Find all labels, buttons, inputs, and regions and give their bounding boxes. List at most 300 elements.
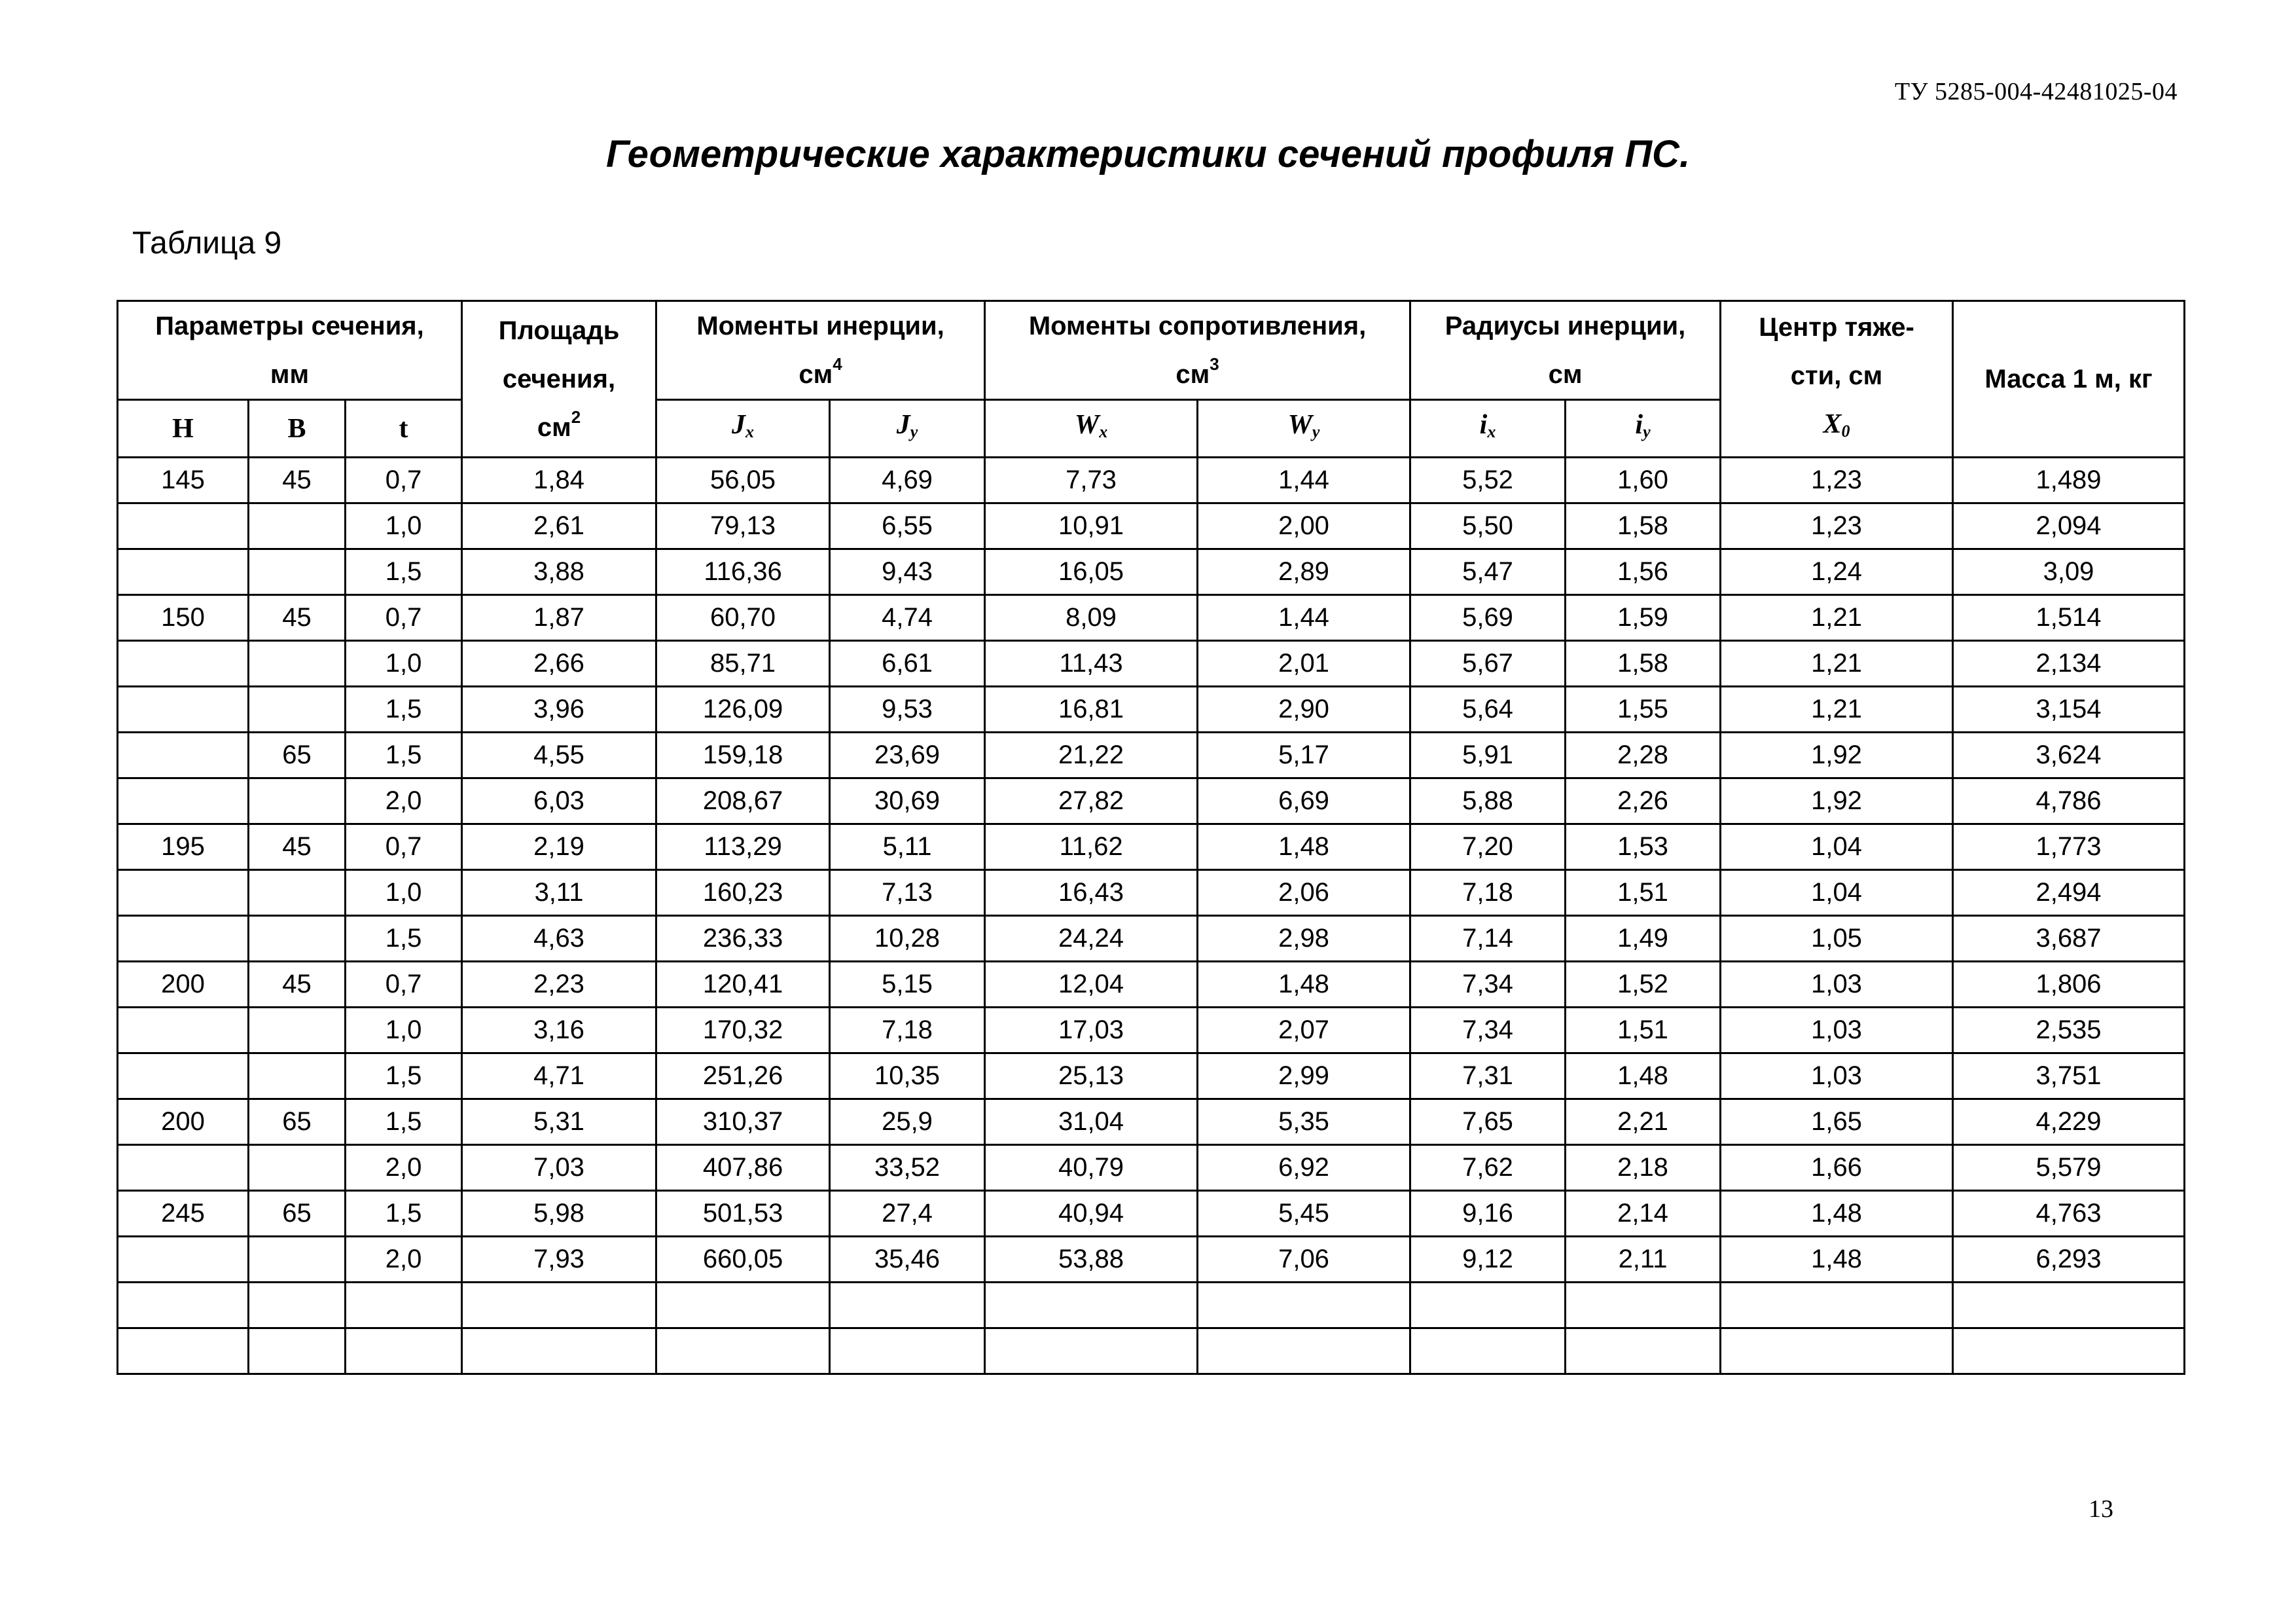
cell-x0: 1,03: [1721, 1053, 1953, 1099]
header-radii-line2: см: [1548, 360, 1583, 389]
cell-x0: 1,03: [1721, 962, 1953, 1008]
cell-jx: 113,29: [656, 824, 830, 870]
table-row: [118, 962, 2185, 1008]
cell-mass: 3,09: [1953, 549, 2185, 595]
cell-area: 4,55: [462, 733, 656, 778]
cell-t: 1,5: [346, 687, 462, 733]
cell-mass: 5,579: [1953, 1145, 2185, 1191]
cell-iy: 2,26: [1566, 778, 1721, 824]
cell-ix: 7,34: [1410, 1008, 1566, 1053]
cell-h: [118, 733, 249, 778]
table-row: [118, 1237, 2185, 1283]
cell-h: [118, 503, 249, 549]
cell-wx: 40,94: [985, 1191, 1198, 1237]
cell-ix: 5,47: [1410, 549, 1566, 595]
cell-wx: 21,22: [985, 733, 1198, 778]
cell-x0: 1,48: [1721, 1191, 1953, 1237]
header-jy-base: J: [896, 410, 910, 440]
cell-t: 0,7: [346, 595, 462, 641]
cell-t: 1,5: [346, 1053, 462, 1099]
table-row: [118, 549, 2185, 595]
cell-mass: [1953, 1328, 2185, 1374]
cell-h: [118, 1283, 249, 1328]
cell-wx: 53,88: [985, 1237, 1198, 1283]
cell-t: 1,5: [346, 733, 462, 778]
table-row: [118, 1099, 2185, 1145]
header-wy: [1198, 400, 1410, 458]
cell-jx: 159,18: [656, 733, 830, 778]
cell-b: 65: [249, 733, 346, 778]
cell-wx: [985, 1283, 1198, 1328]
cell-jx: 160,23: [656, 870, 830, 916]
cell-area: 2,61: [462, 503, 656, 549]
header-inertia-line2: [657, 350, 984, 399]
header-x0-base: X: [1823, 409, 1842, 439]
cell-jy: 7,13: [830, 870, 985, 916]
header-jx: [656, 400, 830, 458]
cell-wy: 2,99: [1198, 1053, 1410, 1099]
cell-x0: 1,24: [1721, 549, 1953, 595]
cell-wx: [985, 1328, 1198, 1374]
cell-b: [249, 916, 346, 962]
cell-iy: 2,14: [1566, 1191, 1721, 1237]
cell-jx: 251,26: [656, 1053, 830, 1099]
cell-iy: 1,53: [1566, 824, 1721, 870]
cell-area: 1,87: [462, 595, 656, 641]
cell-mass: 1,489: [1953, 458, 2185, 503]
cell-mass: 2,535: [1953, 1008, 2185, 1053]
cell-ix: 9,12: [1410, 1237, 1566, 1283]
cell-jx: [656, 1283, 830, 1328]
cell-area: 4,71: [462, 1053, 656, 1099]
cell-b: 65: [249, 1099, 346, 1145]
header-resistance-line1: Моменты сопротивления,: [1028, 312, 1367, 340]
cell-ix: 7,65: [1410, 1099, 1566, 1145]
cell-ix: 5,67: [1410, 641, 1566, 687]
header-inertia: [656, 301, 985, 400]
cell-h: [118, 1145, 249, 1191]
cell-jx: 170,32: [656, 1008, 830, 1053]
cell-iy: 2,21: [1566, 1099, 1721, 1145]
cell-x0: 1,05: [1721, 916, 1953, 962]
header-wx-base: W: [1074, 410, 1100, 440]
cell-jx: 660,05: [656, 1237, 830, 1283]
cell-jx: 120,41: [656, 962, 830, 1008]
cell-jx: 116,36: [656, 549, 830, 595]
cell-jx: 407,86: [656, 1145, 830, 1191]
cell-wy: 2,06: [1198, 870, 1410, 916]
header-center-line2: сти, см: [1790, 361, 1883, 390]
cell-area: 6,03: [462, 778, 656, 824]
cell-x0: [1721, 1328, 1953, 1374]
cell-jy: 7,18: [830, 1008, 985, 1053]
cell-h: [118, 916, 249, 962]
cell-wy: 6,69: [1198, 778, 1410, 824]
cell-t: 2,0: [346, 778, 462, 824]
cell-b: [249, 687, 346, 733]
cell-t: 1,5: [346, 1099, 462, 1145]
header-resistance: [985, 301, 1410, 400]
cell-iy: 2,11: [1566, 1237, 1721, 1283]
cell-h: 145: [118, 458, 249, 503]
header-params-line2: мм: [270, 360, 310, 389]
cell-ix: 5,50: [1410, 503, 1566, 549]
cell-jx: [656, 1328, 830, 1374]
cell-t: 2,0: [346, 1145, 462, 1191]
header-t: t: [346, 400, 462, 458]
cell-t: 1,0: [346, 503, 462, 549]
cell-b: 45: [249, 458, 346, 503]
cell-iy: 2,18: [1566, 1145, 1721, 1191]
cell-b: [249, 778, 346, 824]
cell-mass: 2,134: [1953, 641, 2185, 687]
cell-jy: 30,69: [830, 778, 985, 824]
table-row: [118, 1053, 2185, 1099]
cell-wx: 11,43: [985, 641, 1198, 687]
cell-jx: 310,37: [656, 1099, 830, 1145]
header-iy-sub: y: [1643, 422, 1651, 441]
table-row: [118, 1191, 2185, 1237]
cell-area: 3,11: [462, 870, 656, 916]
cell-b: [249, 549, 346, 595]
header-resistance-line2: [986, 350, 1409, 399]
cell-area: 2,19: [462, 824, 656, 870]
cell-h: [118, 549, 249, 595]
cell-ix: 9,16: [1410, 1191, 1566, 1237]
table-row: [118, 1008, 2185, 1053]
cell-iy: 1,59: [1566, 595, 1721, 641]
cell-iy: 1,58: [1566, 503, 1721, 549]
cell-t: 0,7: [346, 824, 462, 870]
cell-wx: 8,09: [985, 595, 1198, 641]
cell-iy: 1,51: [1566, 870, 1721, 916]
cell-h: 200: [118, 962, 249, 1008]
cell-wy: 2,07: [1198, 1008, 1410, 1053]
cell-h: [118, 778, 249, 824]
table-row: [118, 687, 2185, 733]
header-area-power: 2: [571, 407, 581, 427]
cell-wx: 31,04: [985, 1099, 1198, 1145]
cell-ix: 7,31: [1410, 1053, 1566, 1099]
cell-x0: 1,92: [1721, 778, 1953, 824]
cell-h: 195: [118, 824, 249, 870]
header-h: H: [118, 400, 249, 458]
cell-b: [249, 1008, 346, 1053]
cell-area: 3,88: [462, 549, 656, 595]
cell-h: 245: [118, 1191, 249, 1237]
cell-jy: 27,4: [830, 1191, 985, 1237]
header-jx-sub: x: [745, 422, 755, 441]
cell-iy: 1,52: [1566, 962, 1721, 1008]
cell-mass: 3,687: [1953, 916, 2185, 962]
cell-mass: 4,786: [1953, 778, 2185, 824]
cell-ix: [1410, 1328, 1566, 1374]
table-row: [118, 503, 2185, 549]
header-inertia-power: 4: [833, 354, 842, 374]
cell-jy: 10,28: [830, 916, 985, 962]
cell-mass: 3,624: [1953, 733, 2185, 778]
cell-mass: 4,763: [1953, 1191, 2185, 1237]
table-row: [118, 641, 2185, 687]
cell-t: 1,5: [346, 1191, 462, 1237]
table-body: [118, 458, 2185, 1374]
header-params: [118, 301, 462, 400]
header-radii-line1: Радиусы инерции,: [1444, 312, 1686, 340]
cell-wx: 40,79: [985, 1145, 1198, 1191]
cell-mass: 1,773: [1953, 824, 2185, 870]
cell-jy: 23,69: [830, 733, 985, 778]
cell-wy: 7,06: [1198, 1237, 1410, 1283]
cell-ix: 7,14: [1410, 916, 1566, 962]
cell-h: [118, 870, 249, 916]
cell-iy: 1,60: [1566, 458, 1721, 503]
cell-b: [249, 1283, 346, 1328]
cell-wy: 2,98: [1198, 916, 1410, 962]
cell-area: 4,63: [462, 916, 656, 962]
cell-mass: 1,806: [1953, 962, 2185, 1008]
cell-jx: 208,67: [656, 778, 830, 824]
cell-iy: [1566, 1328, 1721, 1374]
cell-mass: 1,514: [1953, 595, 2185, 641]
cell-t: 1,0: [346, 870, 462, 916]
header-area-line2: сечения,: [502, 365, 616, 393]
cell-area: 5,31: [462, 1099, 656, 1145]
cell-jx: 60,70: [656, 595, 830, 641]
header-center: [1721, 301, 1953, 458]
cell-iy: 1,48: [1566, 1053, 1721, 1099]
header-mass: Масса 1 м, кг: [1953, 301, 2185, 458]
cell-jy: 25,9: [830, 1099, 985, 1145]
cell-b: 65: [249, 1191, 346, 1237]
cell-x0: 1,03: [1721, 1008, 1953, 1053]
table-row: [118, 870, 2185, 916]
cell-x0: 1,23: [1721, 458, 1953, 503]
cell-area: 1,84: [462, 458, 656, 503]
cell-h: [118, 641, 249, 687]
table-row: [118, 458, 2185, 503]
cell-jx: 126,09: [656, 687, 830, 733]
cell-wy: 5,45: [1198, 1191, 1410, 1237]
cell-jy: 4,69: [830, 458, 985, 503]
table-row: [118, 916, 2185, 962]
cell-h: 200: [118, 1099, 249, 1145]
cell-jx: 56,05: [656, 458, 830, 503]
header-area-unit: см: [537, 413, 571, 442]
cell-jy: 5,15: [830, 962, 985, 1008]
cell-h: 150: [118, 595, 249, 641]
cell-wy: 1,44: [1198, 595, 1410, 641]
header-jx-base: J: [732, 410, 746, 440]
cell-area: 3,96: [462, 687, 656, 733]
cell-area: 2,66: [462, 641, 656, 687]
header-ix-sub: x: [1487, 422, 1496, 441]
cell-ix: 5,64: [1410, 687, 1566, 733]
cell-area: [462, 1328, 656, 1374]
table-row: [118, 778, 2185, 824]
cell-mass: 2,494: [1953, 870, 2185, 916]
cell-wx: 16,43: [985, 870, 1198, 916]
cell-t: [346, 1328, 462, 1374]
table-row: [118, 1328, 2185, 1374]
cell-t: 2,0: [346, 1237, 462, 1283]
header-ix-base: i: [1479, 410, 1488, 440]
cell-b: [249, 1145, 346, 1191]
cell-wx: 7,73: [985, 458, 1198, 503]
header-inertia-line1: Моменты инерции,: [696, 312, 944, 340]
cell-b: [249, 1328, 346, 1374]
cell-ix: 5,88: [1410, 778, 1566, 824]
cell-b: [249, 503, 346, 549]
header-area-line3: [463, 403, 655, 452]
cell-wy: 1,48: [1198, 824, 1410, 870]
cell-wy: 5,35: [1198, 1099, 1410, 1145]
header-jy: [830, 400, 985, 458]
cell-wy: [1198, 1328, 1410, 1374]
cell-area: 7,03: [462, 1145, 656, 1191]
cell-jy: 6,55: [830, 503, 985, 549]
cell-jx: 85,71: [656, 641, 830, 687]
cell-jy: 5,11: [830, 824, 985, 870]
header-row-groups: [118, 301, 2185, 400]
cell-t: 1,0: [346, 641, 462, 687]
cell-x0: 1,65: [1721, 1099, 1953, 1145]
cell-jy: 33,52: [830, 1145, 985, 1191]
cell-wy: 1,44: [1198, 458, 1410, 503]
cell-x0: 1,04: [1721, 824, 1953, 870]
cell-t: 1,0: [346, 1008, 462, 1053]
cell-iy: 1,51: [1566, 1008, 1721, 1053]
page-number: 13: [2089, 1495, 2113, 1523]
cell-b: 45: [249, 824, 346, 870]
cell-jy: 9,43: [830, 549, 985, 595]
cell-iy: 1,55: [1566, 687, 1721, 733]
cell-mass: 3,751: [1953, 1053, 2185, 1099]
cell-jy: 9,53: [830, 687, 985, 733]
cell-wy: 2,01: [1198, 641, 1410, 687]
cell-h: [118, 1237, 249, 1283]
cell-ix: 5,52: [1410, 458, 1566, 503]
cell-h: [118, 687, 249, 733]
cell-b: [249, 870, 346, 916]
cell-b: 45: [249, 962, 346, 1008]
cell-wy: 5,17: [1198, 733, 1410, 778]
cell-wx: 25,13: [985, 1053, 1198, 1099]
cell-b: [249, 641, 346, 687]
header-center-symbol: [1721, 400, 1952, 456]
header-resistance-power: 3: [1210, 354, 1219, 374]
cell-h: [118, 1008, 249, 1053]
document-code: ТУ 5285-004-42481025-04: [1894, 78, 2178, 105]
cell-wy: 1,48: [1198, 962, 1410, 1008]
header-area: [462, 301, 656, 458]
cell-t: 1,5: [346, 549, 462, 595]
cell-wx: 27,82: [985, 778, 1198, 824]
cell-wx: 24,24: [985, 916, 1198, 962]
cell-x0: 1,23: [1721, 503, 1953, 549]
cell-mass: 2,094: [1953, 503, 2185, 549]
cell-jx: 79,13: [656, 503, 830, 549]
cell-iy: [1566, 1283, 1721, 1328]
cell-x0: 1,48: [1721, 1237, 1953, 1283]
cell-wx: 16,05: [985, 549, 1198, 595]
header-area-line1: Площадь: [498, 316, 620, 345]
header-jy-sub: y: [910, 422, 918, 441]
cell-jy: 35,46: [830, 1237, 985, 1283]
cell-x0: 1,21: [1721, 687, 1953, 733]
table-row: [118, 733, 2185, 778]
table-row: [118, 1283, 2185, 1328]
header-x0-sub: 0: [1841, 421, 1850, 441]
header-radii: [1410, 301, 1721, 400]
header-center-line1: Центр тяже-: [1759, 312, 1914, 342]
cell-wx: 16,81: [985, 687, 1198, 733]
cell-jy: 10,35: [830, 1053, 985, 1099]
cell-x0: 1,04: [1721, 870, 1953, 916]
header-resistance-unit: см: [1175, 360, 1210, 389]
page-title: Геометрические характеристики сечений профиля ПС.: [605, 133, 1691, 175]
header-wx: [985, 400, 1198, 458]
cell-jx: 501,53: [656, 1191, 830, 1237]
cell-wx: 12,04: [985, 962, 1198, 1008]
header-b: B: [249, 400, 346, 458]
cell-mass: 6,293: [1953, 1237, 2185, 1283]
cell-x0: 1,66: [1721, 1145, 1953, 1191]
cell-x0: [1721, 1283, 1953, 1328]
cell-ix: 7,62: [1410, 1145, 1566, 1191]
cell-wx: 10,91: [985, 503, 1198, 549]
cell-ix: 5,69: [1410, 595, 1566, 641]
header-wy-sub: y: [1312, 422, 1320, 441]
cell-ix: 5,91: [1410, 733, 1566, 778]
table-row: [118, 595, 2185, 641]
cell-mass: [1953, 1283, 2185, 1328]
cell-b: [249, 1237, 346, 1283]
section-properties-table: [117, 300, 2185, 1375]
cell-wx: 11,62: [985, 824, 1198, 870]
cell-wy: 2,00: [1198, 503, 1410, 549]
cell-jy: [830, 1328, 985, 1374]
cell-ix: [1410, 1283, 1566, 1328]
table-row: [118, 1145, 2185, 1191]
cell-t: 0,7: [346, 962, 462, 1008]
cell-iy: 1,56: [1566, 549, 1721, 595]
cell-h: [118, 1328, 249, 1374]
cell-area: [462, 1283, 656, 1328]
cell-x0: 1,92: [1721, 733, 1953, 778]
cell-jy: 6,61: [830, 641, 985, 687]
cell-ix: 7,18: [1410, 870, 1566, 916]
cell-wx: 17,03: [985, 1008, 1198, 1053]
header-iy: [1566, 400, 1721, 458]
cell-wy: [1198, 1283, 1410, 1328]
cell-t: 0,7: [346, 458, 462, 503]
cell-iy: 2,28: [1566, 733, 1721, 778]
cell-ix: 7,20: [1410, 824, 1566, 870]
header-ix: [1410, 400, 1566, 458]
cell-jy: [830, 1283, 985, 1328]
cell-h: [118, 1053, 249, 1099]
header-wx-sub: x: [1099, 422, 1108, 441]
cell-mass: 3,154: [1953, 687, 2185, 733]
cell-wy: 2,90: [1198, 687, 1410, 733]
header-iy-base: i: [1635, 410, 1643, 440]
cell-mass: 4,229: [1953, 1099, 2185, 1145]
cell-wy: 6,92: [1198, 1145, 1410, 1191]
cell-ix: 7,34: [1410, 962, 1566, 1008]
cell-area: 7,93: [462, 1237, 656, 1283]
cell-x0: 1,21: [1721, 595, 1953, 641]
cell-t: 1,5: [346, 916, 462, 962]
